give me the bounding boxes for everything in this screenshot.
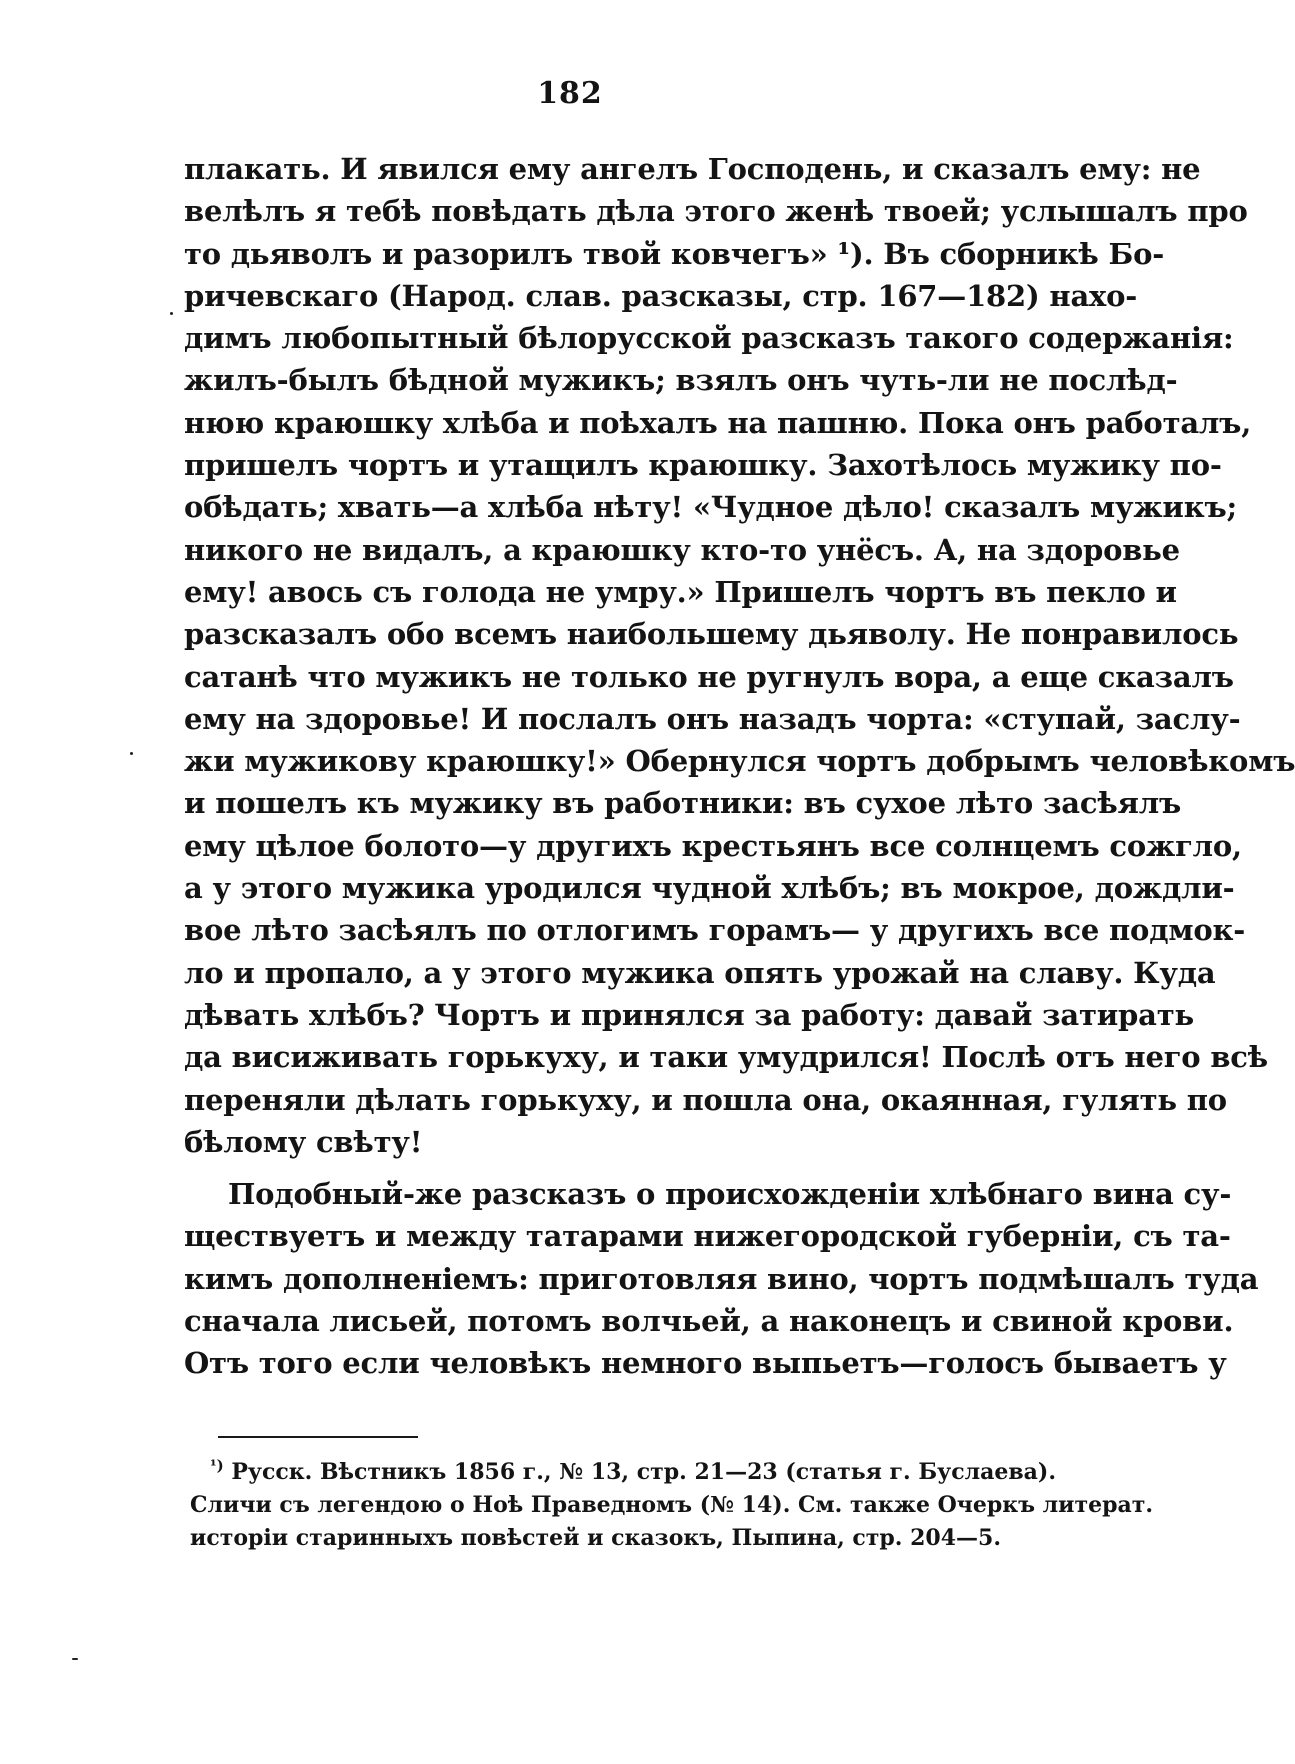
text-line: ему! авось съ голода не умру.» Пришелъ чортъ въ пекло и <box>184 574 1177 609</box>
text-line: нюю краюшку хлѣба и поѣхалъ на пашню. Пока онъ работалъ, <box>184 405 1252 440</box>
text-line: никого не видалъ, а краюшку кто-то унёсъ. А, на здоровье <box>184 532 1180 567</box>
text-line: разсказалъ обо всемъ наибольшему дьяволу. Не понравилось <box>184 617 1239 652</box>
text-line: плакать. И явился ему ангелъ Господень, и сказалъ ему: не <box>184 152 1201 186</box>
text-line: сначала лисьей, потомъ волчьей, а наконецъ и свиной крови. <box>184 1304 1234 1339</box>
body-text <box>184 148 1295 1385</box>
text-line: ричевскаго (Народ. слав. разсказы, стр. 167—182) нахо- <box>184 278 1138 313</box>
text-line: вое лѣто засѣялъ по отлогимъ горамъ— у другихъ все подмок- <box>184 913 1246 948</box>
footnote-text: Русск. Вѣстникъ 1856 г., № 13, стр. 21—23 (статья г. Буслаева). <box>231 1459 1056 1485</box>
text-line: дѣвать хлѣбъ? Чортъ и принялся за работу: давай затирать <box>184 997 1194 1032</box>
text-line: Отъ того если человѣкъ немного выпьетъ—голосъ бываетъ у <box>184 1346 1227 1381</box>
page-number: 182 <box>537 76 603 111</box>
text-line: велѣлъ я тебѣ повѣдать дѣла этого женѣ твоей; услышалъ про <box>184 194 1248 229</box>
footnote-line: Сличи съ легендою о Ноѣ Праведномъ (№ 14). См. также Очеркъ литерат. <box>190 1492 1154 1518</box>
ink-speck <box>170 312 173 315</box>
text-line: бѣлому свѣту! <box>184 1124 423 1159</box>
text-line: обѣдать; хвать—а хлѣба нѣту! «Чудное дѣло! сказалъ мужикъ; <box>184 490 1238 525</box>
text-line: сатанѣ что мужикъ не только не ругнулъ вора, а еще сказалъ <box>184 659 1234 694</box>
text-line: Подобный-же разсказъ о происхожденіи хлѣбнаго вина су- <box>228 1177 1232 1212</box>
text-line: ему на здоровье! И послалъ онъ назадъ чорта: «ступай, заслу- <box>184 701 1241 736</box>
text-line: переняли дѣлать горькуху, и пошла она, окаянная, гулять по <box>184 1082 1227 1117</box>
text-line: жилъ-былъ бѣдной мужикъ; взялъ онъ чуть-ли не послѣд- <box>184 363 1178 398</box>
text-line: кимъ дополненіемъ: приготовляя вино, чортъ подмѣшалъ туда <box>184 1261 1259 1296</box>
text-line: ему цѣлое болото—у другихъ крестьянъ все солнцемъ сожгло, <box>184 828 1242 863</box>
text-line: ществуетъ и между татарами нижегородской губерніи, съ та- <box>184 1219 1231 1254</box>
footnote-line-1 <box>190 1456 1056 1489</box>
text-line: то дьяволъ и разорилъ твой ковчегъ» ¹). Въ сборникѣ Бо- <box>184 236 1165 271</box>
footnote-divider <box>218 1436 418 1438</box>
ink-speck <box>72 1658 78 1660</box>
footnote-line: исторіи старинныхъ повѣстей и сказокъ, Пыпина, стр. 204—5. <box>190 1525 1002 1551</box>
paragraph-2 <box>184 1173 1259 1384</box>
text-line: пришелъ чортъ и утащилъ краюшку. Захотѣлось мужику по- <box>184 448 1222 483</box>
text-line: и пошелъ къ мужику въ работники: въ сухое лѣто засѣялъ <box>184 786 1182 821</box>
ink-speck <box>130 752 133 755</box>
footnote <box>190 1456 1154 1555</box>
footnote-marker: ¹) <box>210 1456 224 1475</box>
text-line: жи мужикову краюшку!» Обернулся чортъ добрымъ человѣкомъ <box>184 744 1295 779</box>
paragraph-1 <box>184 148 1295 1163</box>
text-line: ло и пропало, а у этого мужика опять урожай на славу. Куда <box>184 955 1216 990</box>
text-line: да висиживать горькуху, и таки умудрился! Послѣ отъ него всѣ <box>184 1040 1268 1075</box>
text-line: димъ любопытный бѣлорусской разсказъ такого содержанія: <box>184 321 1234 356</box>
text-line: а у этого мужика уродился чудной хлѣбъ; въ мокрое, дождли- <box>184 871 1235 906</box>
